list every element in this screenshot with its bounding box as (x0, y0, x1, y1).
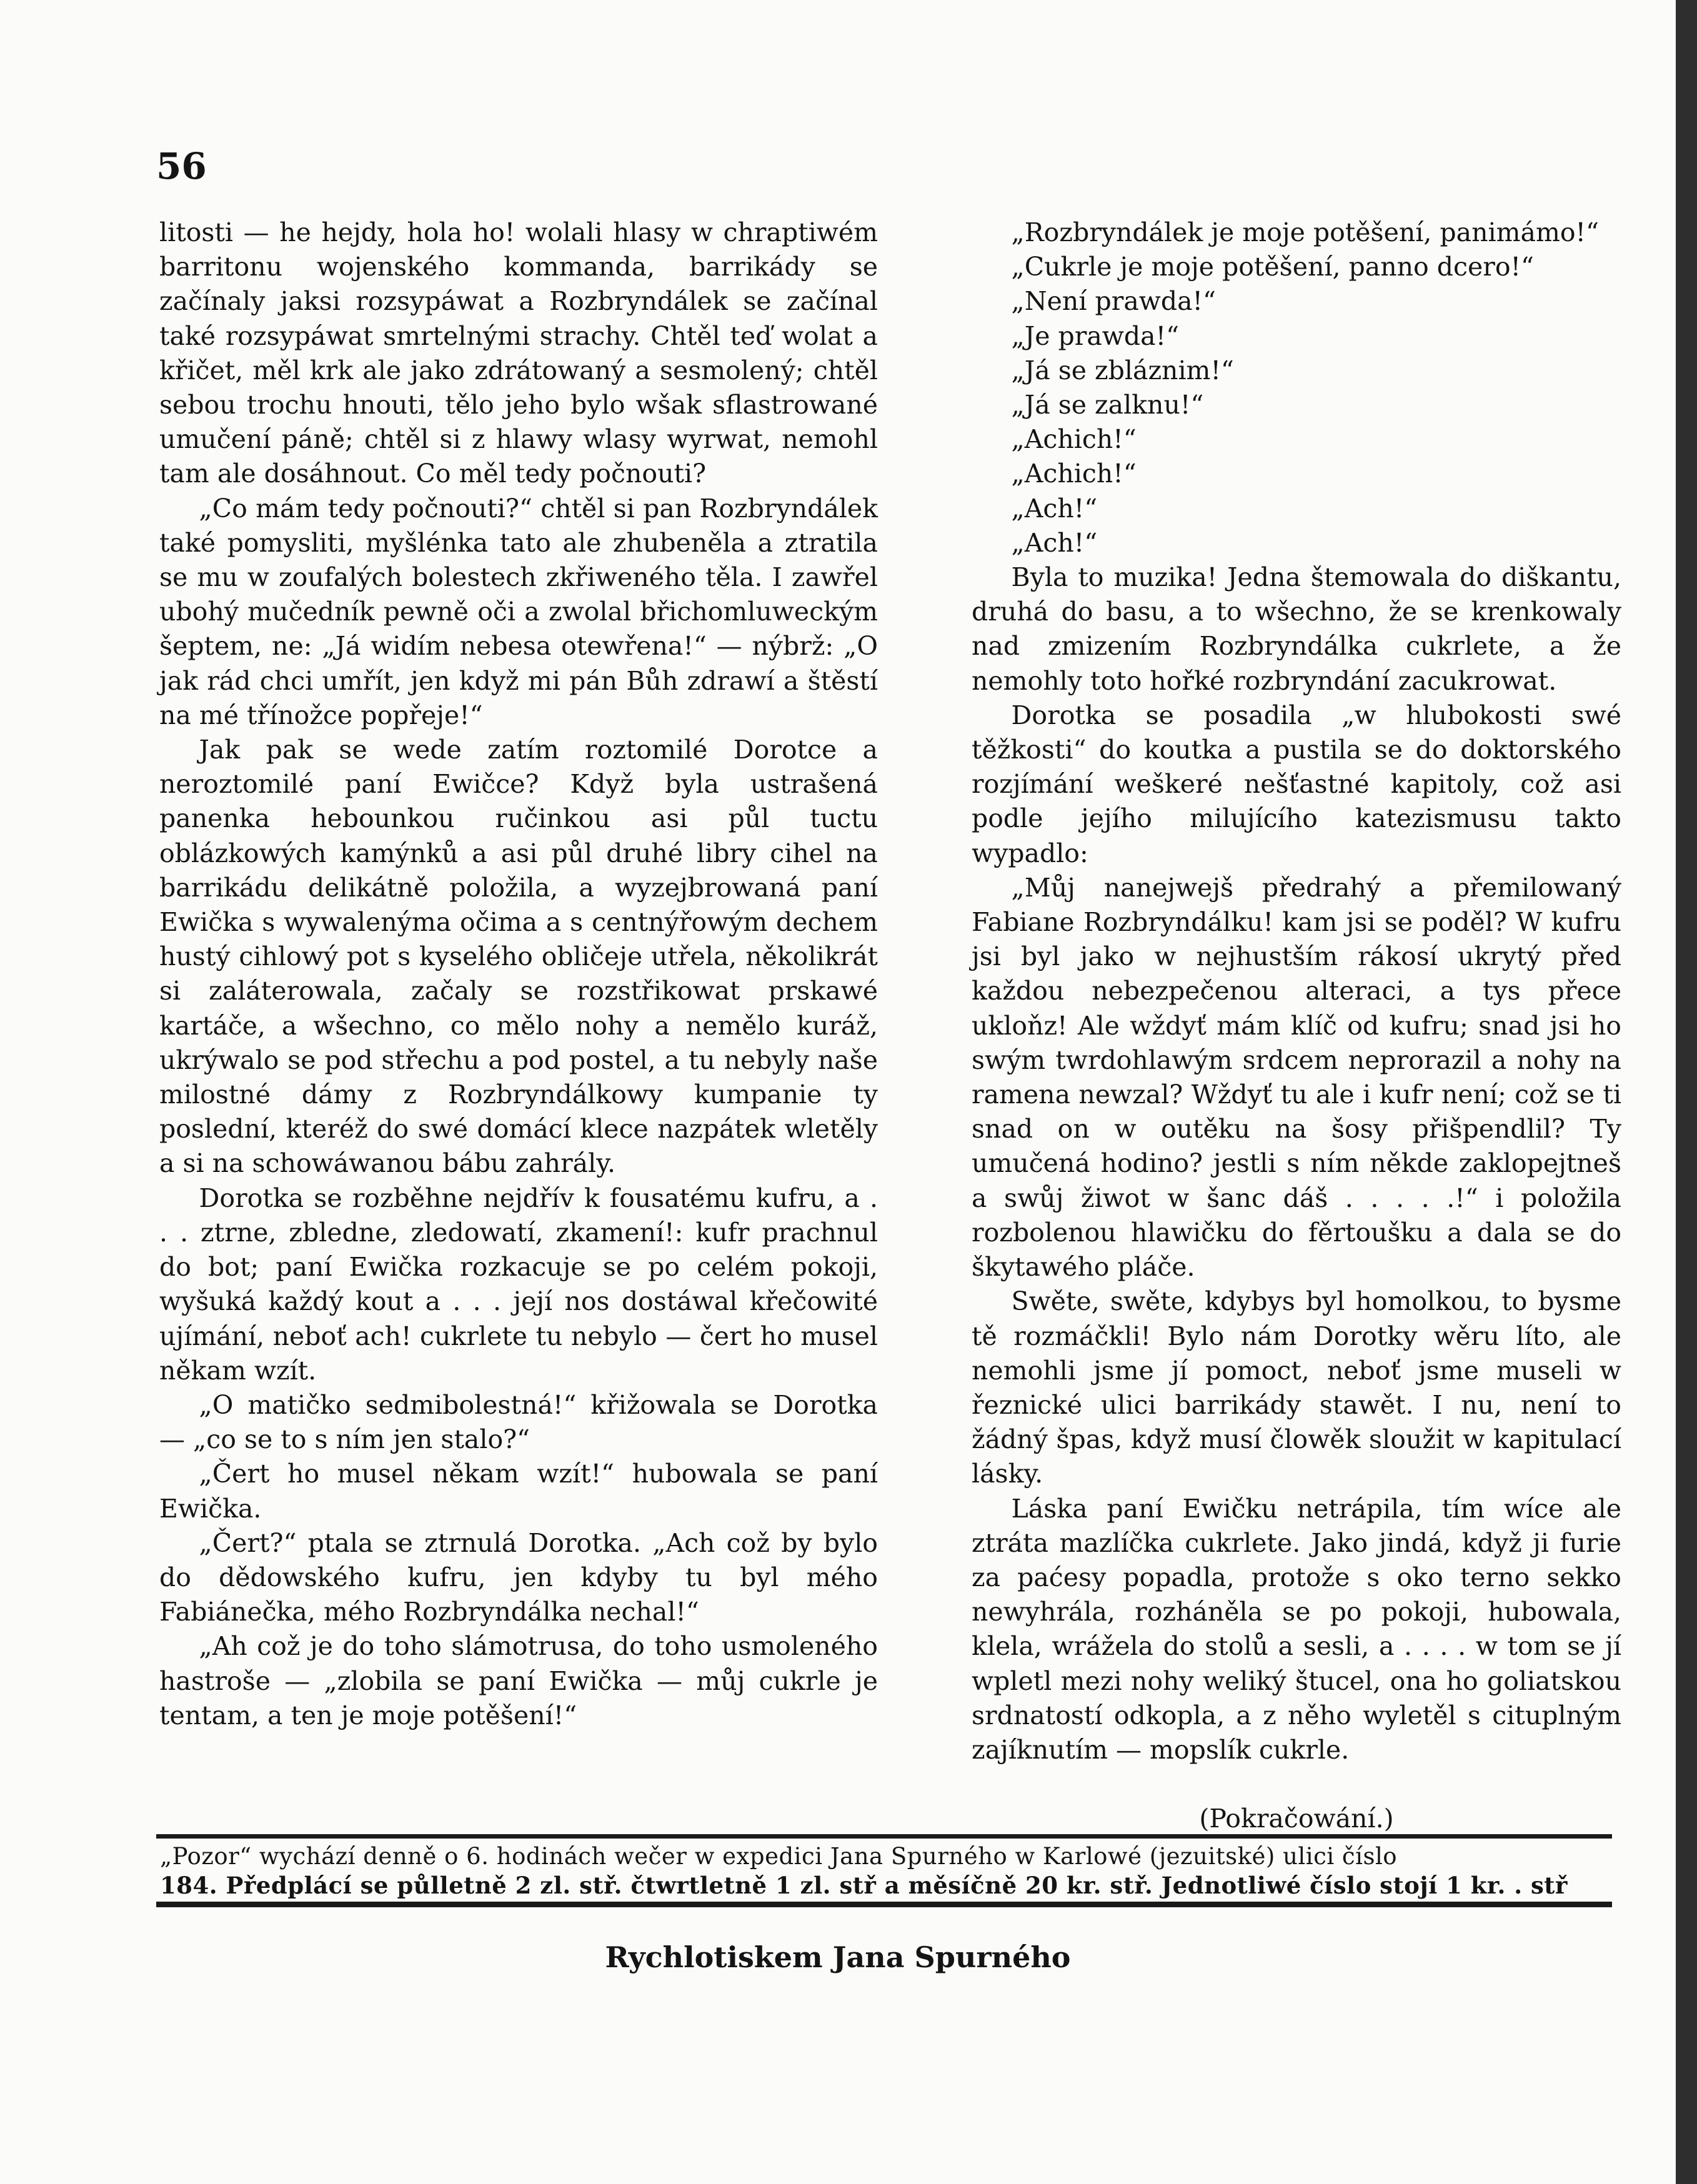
paragraph: Byla to muzika! Jedna štemowala do diškantu, druhá do basu, a to wšechno, že se krenkowaly nad zmizením Rozbryndálka cukrlete, a že nemohly toto hořké rozbryndání zacukrowat. (972, 562, 1621, 696)
paragraph: Swěte, swěte, kdybys byl homolkou, to bysme tě rozmáčkli! Bylo nám Dorotky wěru líto, ale nemohli jsme jí pomoct, neboť jsme museli w řeznické ulici barrikády stawět. I nu, není to žádný špas, když musí člowěk sloužit w kapitulací lásky. (972, 1286, 1621, 1489)
paragraph: „Můj nanejwejš předrahý a přemilowaný Fabiane Rozbryndálku! kam jsi se poděl? W kufru jsi byl jako w nejhustším rákosí ukrytý před každou nebezpečenou alteraci, a tys přece ukloňz! Ale wždyť mám klíč od kufru; snad jsi ho swým twrdohlawým srdcem neprorazil a nohy na ramena newzal? Wždyť tu ale i kufr není; což se ti snad on w outěku na šosy přišpendlil? Ty umučená hodino? jestli s ním někde zaklopejtneš a swůj žiwot w šanc dáš . . . . .!“ i položila rozbolenou hlawičku do fěrtoušku a dala se do škytawého pláče. (972, 872, 1621, 1283)
dialogue-line: „Je prawda!“ (1011, 320, 1180, 351)
dialogue-line: „Já se zalknu!“ (1011, 390, 1204, 420)
paragraph: „Ah což je do toho slámotrusa, do toho usmoleného hastrošе — „zlobila se paní Ewička — můj cukrle je tentam, a ten je moje potěšení!“ (159, 1631, 878, 1730)
dialogue-line: „Rozbryndálek je moje potěšení, panimámo!“ (1011, 217, 1599, 247)
left-column (159, 216, 878, 1733)
printer-imprint: Rychlotiskem Jana Spurného (605, 1940, 1071, 1974)
right-column (972, 216, 1621, 1836)
subscription-notice-line-2: 184. Předplácí se půlletně 2 zl. stř. čtwrtletně 1 zl. stř a měsíčně 20 kr. stř. Jednotliwé číslo stojí 1 kr. . stř (160, 1872, 1568, 1899)
paragraph: „Čert ho musel někam wzít!“ hubowala se paní Ewička. (159, 1459, 878, 1524)
dialogue-line: „Achich!“ (1011, 424, 1137, 455)
dialogue-line: „Ach!“ (1011, 527, 1098, 558)
paragraph: Dorotka se posadila „w hlubokosti swé těžkosti“ do koutka a pustila se do doktorského rozjímání weškeré nešťastné kapitoly, což asi podle jejího milujícího katezismusu takto wypadlo: (972, 700, 1621, 868)
dialogue-line: „Achich!“ (1011, 459, 1137, 489)
continuation-note: (Pokračowání.) (1199, 1804, 1394, 1834)
dialogue-line: „Cukrle je moje potěšení, panno dcero!“ (1011, 252, 1534, 282)
notice-top-rule (156, 1834, 1612, 1839)
dialogue-line: „Není prawda!“ (1011, 286, 1216, 317)
paragraph: Jak pak se wede zatím roztomilé Dorotce a neroztomilé paní Ewičce? Když byla ustrašená panenka hebounkou ručinkou asi půl tuctu oblázkowých kamýnků a asi půl druhé libry cihel na barrikádu delikátně položila, a wyzejbrowaná paní Ewička s wywalenýma očima a s centnýřowým dechem hustý cihlowý pot s kyselého obličeje utřela, několikrát si zaláterowala, začaly se rozstřikowat prskawé kartáče, a wšechno, co mělo nohy a nemělo kuráž, ukrýwalo se pod střechu a pod postel, a tu nebyly naše milostné dámy z Rozbryndálkowy kumpanie ty poslední, kteréž do swé domácí klece nazpátek wletěly a si na schowáwanou bábu zahrály. (159, 735, 878, 1179)
notice-bottom-rule (156, 1902, 1612, 1907)
paragraph: „Co mám tedy počnouti?“ chtěl si pan Rozbryndálek také pomysliti, myšlénka tato ale zhubeněla a ztratila se mu w zoufalých bolestech zkřiweného těla. I zawřel ubohý mučedník pewně oči a zwolal břichomluweckým šeptem, ne: „Já widím nebesa otewřena!“ — nýbrž: „O jak rád chci umřít, jen když mi pán Bůh zdrawí a štěstí na mé třínožce popřeje!“ (159, 493, 878, 730)
paragraph: „Čert?“ ptala se ztrnulá Dorotka. „Ach což by bylo do dědowského kufru, jen kdyby tu byl mého Fabiánečka, mého Rozbryndálka nechal!“ (159, 1527, 878, 1627)
paragraph: litosti — he hejdy, hola ho! wolali hlasy w chraptiwém barritonu wojenského kommanda, barrikády se začínaly jaksi rozsypáwat a Rozbryndálek se začínal také rozsypáwat smrtelnými strachy. Chtěl teď wolat a křičet, měl krk ale jako zdrátowaný a sesmolený; chtěl sebou trochu hnouti, tělo jeho bylo wšak sflastrowané umučení páně; chtěl si z hlawy wlasy wyrwat, nemohl tam ale dosáhnout. Co měl tedy počnouti? (159, 217, 878, 489)
paragraph: Dorotka se rozběhne nejdřív k fousatému kufru, a . . . ztrne, zbledne, zledowatí, zkamení!: kufr prachnul do bot; paní Ewička rozkacuje se po celém pokoji, wyšuká každý kout a . . . její nos dostáwal křečowité ujímání, neboť ach! cukrlete tu nebylo — čert ho musel někam wzít. (159, 1183, 878, 1386)
dialogue-line: „Já se zbláznim!“ (1011, 355, 1234, 385)
dialogue-line: „Ach!“ (1011, 493, 1098, 524)
subscription-notice-line-1: „Pozor“ wychází denně o 6. hodinách wečer w expedici Jana Spurného w Karlowé (jezuitské) ulici číslo (160, 1843, 1398, 1870)
paragraph: „O matičko sedmibolestná!“ křižowala se Dorotka — „co se to s ním jen stalo?“ (159, 1389, 878, 1455)
paragraph: Láska paní Ewičku netrápila, tím wíce ale ztráta mazlíčka cukrlete. Jako jindá, když ji furie za paćesy popadla, protože s oko terno sekko newyhrála, rozháněla se po pokoji, hubowala, klela, wrážela do stolů a sesli, a . . . . w tom se jí wpletl mezi nohy weliký štucel, ona ho goliatskou srdnatostí odkopla, a z něho wyletěl s cituplným zajíknutím — mopslík cukrle. (972, 1493, 1621, 1765)
page-number: 56 (156, 145, 207, 187)
